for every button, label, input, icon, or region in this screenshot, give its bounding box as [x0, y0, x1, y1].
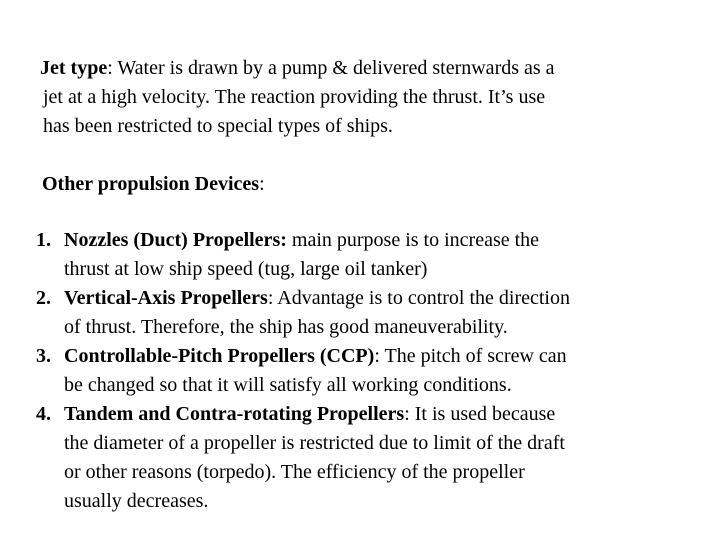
device-description: main purpose is to increase the	[286, 229, 540, 251]
jet-line-3: has been restricted to special types of ships.	[43, 115, 393, 137]
jet-type-colon: :	[107, 57, 113, 79]
list-number: 3.	[36, 345, 51, 367]
list-item-first-line	[64, 400, 706, 429]
list-item-first-line	[64, 342, 706, 371]
list-number: 1.	[36, 229, 51, 251]
devices-list	[36, 226, 706, 516]
other-devices-heading	[42, 170, 265, 199]
jet-line-2: jet at a high velocity. The reaction providing the thrust. It’s use	[43, 86, 546, 108]
jet-type-text-1: Water is drawn by a pump & delivered sternwards as a	[112, 57, 555, 79]
list-item-continuation: thrust at low ship speed (tug, large oil tanker)	[64, 258, 428, 280]
list-item-first-line	[64, 284, 706, 313]
list-item-continuation: or other reasons (torpedo). The efficiency of the propeller	[64, 461, 525, 483]
list-item	[36, 226, 706, 284]
list-item-first-line	[64, 226, 706, 255]
device-term: Vertical-Axis Propellers	[64, 287, 268, 309]
list-item-continuation: of thrust. Therefore, the ship has good maneuverability.	[64, 316, 508, 338]
other-devices-term: Other propulsion Devices	[42, 173, 260, 195]
jet-type-paragraph	[40, 54, 700, 141]
list-item-continuation: the diameter of a propeller is restricted due to limit of the draft	[64, 432, 565, 454]
jet-line-1	[40, 54, 700, 83]
device-term: Controllable-Pitch Propellers (CCP)	[64, 345, 375, 367]
device-term: Tandem and Contra-rotating Propellers	[64, 403, 405, 425]
device-description: : It is used because	[404, 403, 556, 425]
list-item	[36, 284, 706, 342]
list-number: 2.	[36, 287, 51, 309]
list-number: 4.	[36, 403, 51, 425]
other-devices-colon: :	[259, 173, 265, 195]
device-description: : Advantage is to control the direction	[267, 287, 570, 309]
list-item-continuation: usually decreases.	[64, 490, 209, 512]
list-item-continuation: be changed so that it will satisfy all working conditions.	[64, 374, 512, 396]
jet-type-term: Jet type	[40, 57, 108, 79]
list-item	[36, 400, 706, 516]
list-item	[36, 342, 706, 400]
device-term: Nozzles (Duct) Propellers:	[64, 229, 287, 251]
device-description: : The pitch of screw can	[374, 345, 567, 367]
